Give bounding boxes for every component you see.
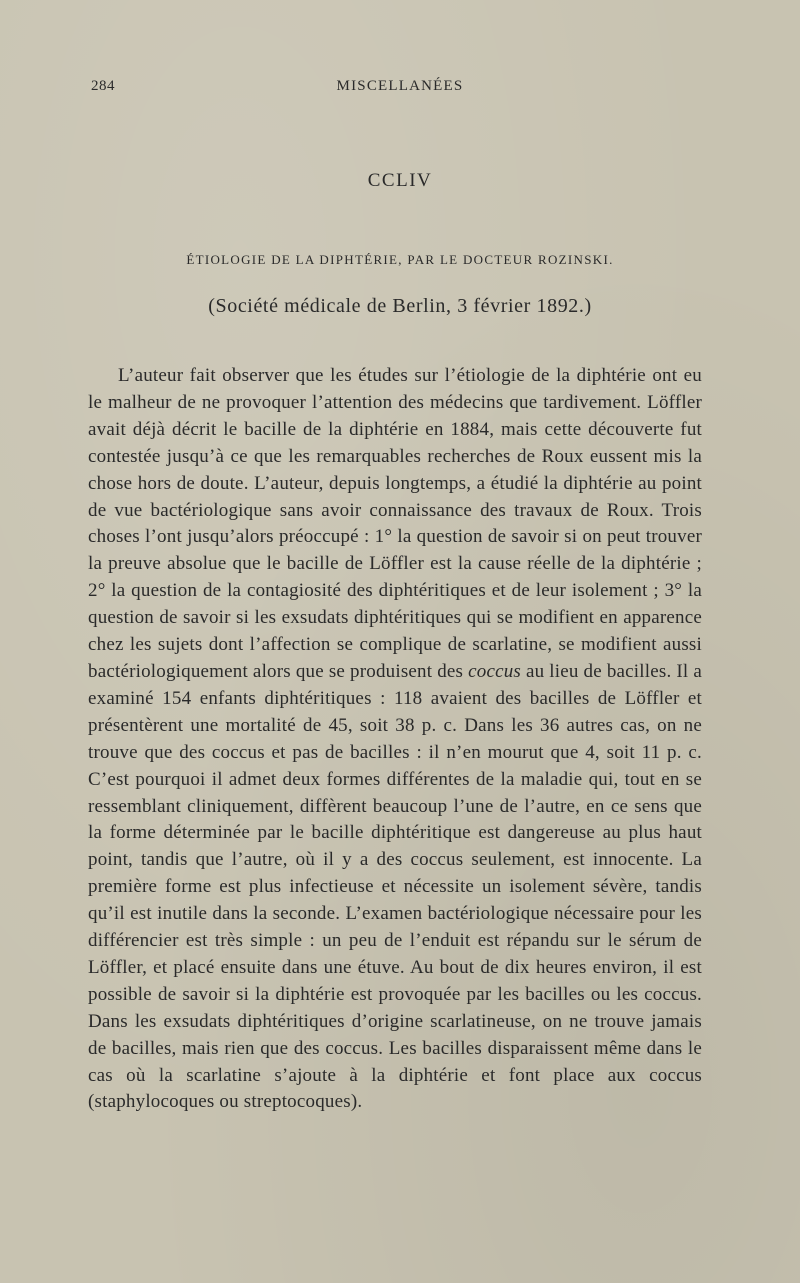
- body-italic-term: coccus: [468, 660, 522, 682]
- page-number: 284: [91, 78, 115, 94]
- chapter-number: CCLIV: [367, 170, 433, 191]
- body-paragraph: [88, 363, 702, 1116]
- running-title: MISCELLANÉES: [336, 78, 464, 94]
- article-source: (Société médicale de Berlin, 3 février 1892.): [208, 295, 592, 317]
- article-title: ÉTIOLOGIE DE LA DIPHTÉRIE, PAR LE DOCTEUR ROZINSKI.: [186, 252, 614, 267]
- article-body: [88, 363, 702, 1116]
- body-text-part1: L’auteur fait observer que les études sur l’étiologie de la diphtérie ont eu le malheur de ne provoquer l’attention des médecins que tardivement. Löffler avait déjà décrit le bacille de la diphtérie en 1884, mais cette découverte fut contestée jusqu’à ce que les remarquables recherches de Roux eussent mis la chose hors de doute. L’auteur, depuis longtemps, a étudié la diphtérie au point de vue bactériologique sans avoir connaissance des travaux de Roux. Trois choses l’ont jusqu’alors préoccupé : 1° la question de savoir si on peut trouver la preuve absolue que le bacille de Löffler est la cause réelle de la diphtérie ; 2° la question de la contagiosité des diphtéritiques et de leur isolement ; 3° la question de savoir si les exsudats diphtéritiques qui se modifient en apparence chez les sujets dont l’affection se complique de scarlatine, se modifient aussi bactériologiquement alors que se produisent des: [88, 365, 702, 682]
- body-text-part2: au lieu de bacilles. Il a examiné 154 enfants diphtéritiques : 118 avaient des bacilles de Löffler et présentèrent une mortalité de 45, soit 38 p. c. Dans les 36 autres cas, on ne trouve que des coccus et pas de bacilles : il n’en mourut que 4, soit 11 p. c. C’est pourquoi il admet deux formes différentes de la maladie qui, tout en se ressemblant cliniquement, diffèrent beaucoup l’une de l’autre, en ce sens que la forme déterminée par le bacille diphtéritique est dangereuse au plus haut point, tandis que l’autre, où il y a des coccus seulement, est innocente. La première forme est plus infectieuse et nécessite un isolement sévère, tandis qu’il est inutile dans la seconde. L’examen bactériologique nécessaire pour les différencier est très simple : un peu de l’enduit est répandu sur le sérum de Löffler, et placé ensuite dans une étuve. Au bout de dix heures environ, il est possible de savoir si la diphtérie est provoquée par les bacilles ou les coccus. Dans les exsudats diphtéritiques d’origine scarlatineuse, on ne trouve jamais de bacilles, mais rien que des coccus. Les bacilles disparaissent même dans le cas où la scarlatine s’ajoute à la diphtérie et font place aux coccus (staphylocoques ou streptocoques).: [88, 660, 702, 1113]
